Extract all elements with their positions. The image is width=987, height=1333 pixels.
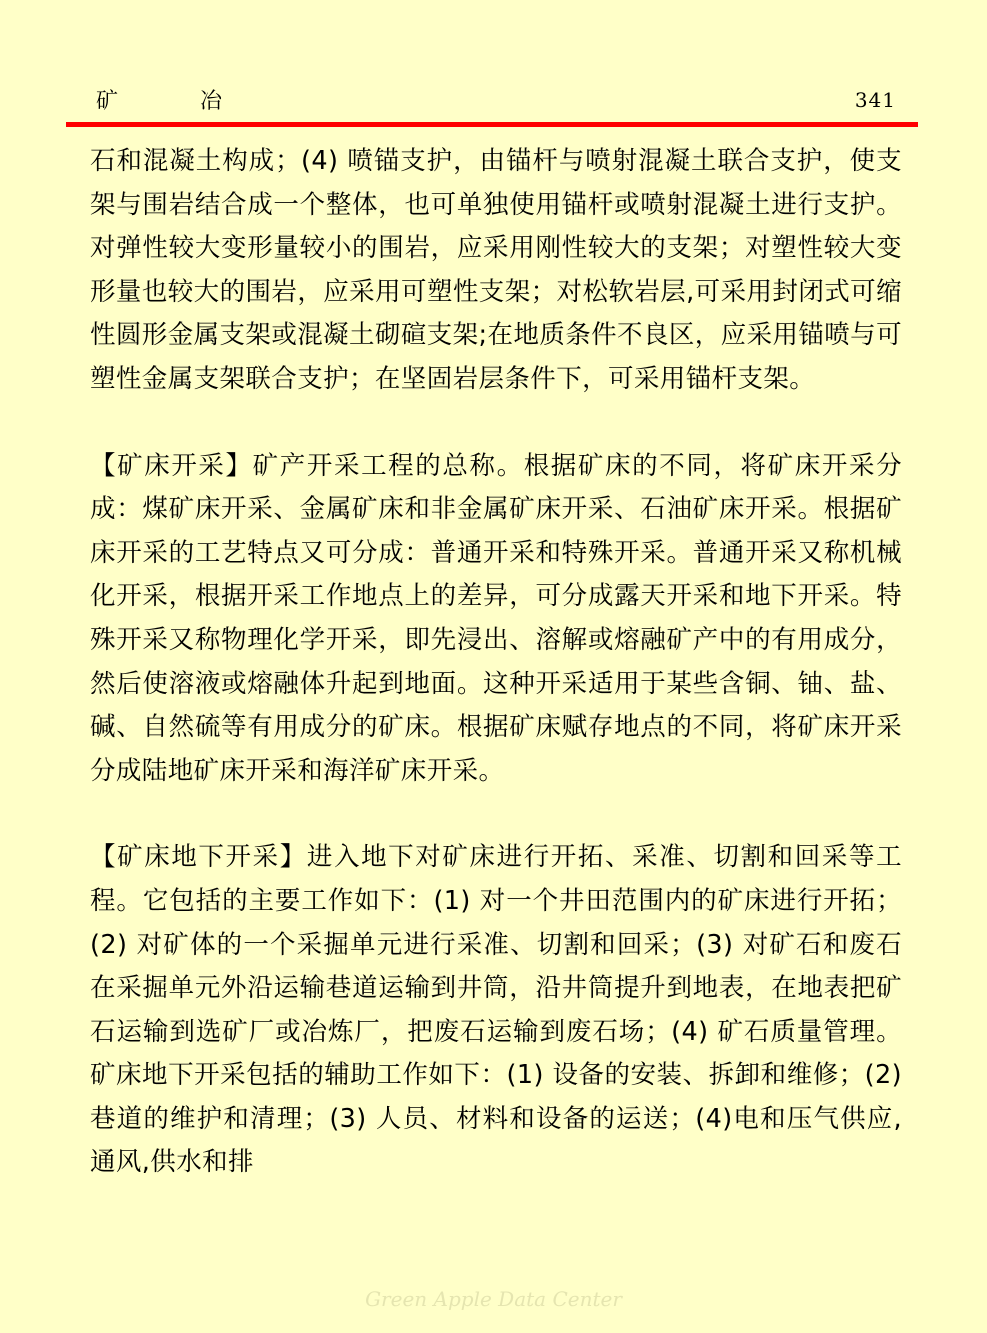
paragraph-underground-mining: 【矿床地下开采】进入地下对矿床进行开拓、采准、切割和回采等工程。它包括的主要工作如下：(1) 对一个井田范围内的矿床进行开拓；(2) 对矿体的一个采掘单元进行采准、切割和回采；(3) 对矿石和废石在采掘单元外沿运输巷道运输到井筒，沿井筒提升到地表，在地表把矿石运输到选矿厂或冶炼厂，把废石运输到废石场；(4) 矿石质量管理。矿床地下开采包括的辅助工作如下：(1) 设备的安装、拆卸和维修；(2) 巷道的维护和清理；(3) 人员、材料和设备的运送；(4)电和压气供应,通风,供水和排 [90,842,902,1178]
page-header [96,84,896,120]
page-number: 341 [854,88,896,112]
body-text [90,140,902,1185]
running-title-part2: 冶 [200,89,223,114]
running-title-part1: 矿 [96,89,119,114]
watermark: Green Apple Data Center [365,1287,622,1311]
paragraph-mining: 【矿床开采】矿产开采工程的总称。根据矿床的不同，将矿床开采分成：煤矿床开采、金属矿床和非金属矿床开采、石油矿床开采。根据矿床开采的工艺特点又可分成：普通开采和特殊开采。普通开采又称机械化开采，根据开采工作地点上的差异，可分成露天开采和地下开采。特殊开采又称物理化学开采，即先浸出、溶解或熔融矿产中的有用成分，然后使溶液或熔融体升起到地面。这种开采适用于某些含铜、铀、盐、碱、自然硫等有用成分的矿床。根据矿床赋存地点的不同，将矿床开采分成陆地矿床开采和海洋矿床开采。 [90,450,902,786]
paragraph-support: 石和混凝土构成；(4) 喷锚支护，由锚杆与喷射混凝土联合支护，使支架与围岩结合成一个整体，也可单独使用锚杆或喷射混凝土进行支护。对弹性较大变形量较小的围岩，应采用刚性较大的支架；对塑性较大变形量也较大的围岩，应采用可塑性支架；对松软岩层,可采用封闭式可缩性圆形金属支架或混凝土砌碹支架;在地质条件不良区，应采用锚喷与可塑性金属支架联合支护；在坚固岩层条件下，可采用锚杆支架。 [90,146,902,394]
header-rule [66,122,918,127]
